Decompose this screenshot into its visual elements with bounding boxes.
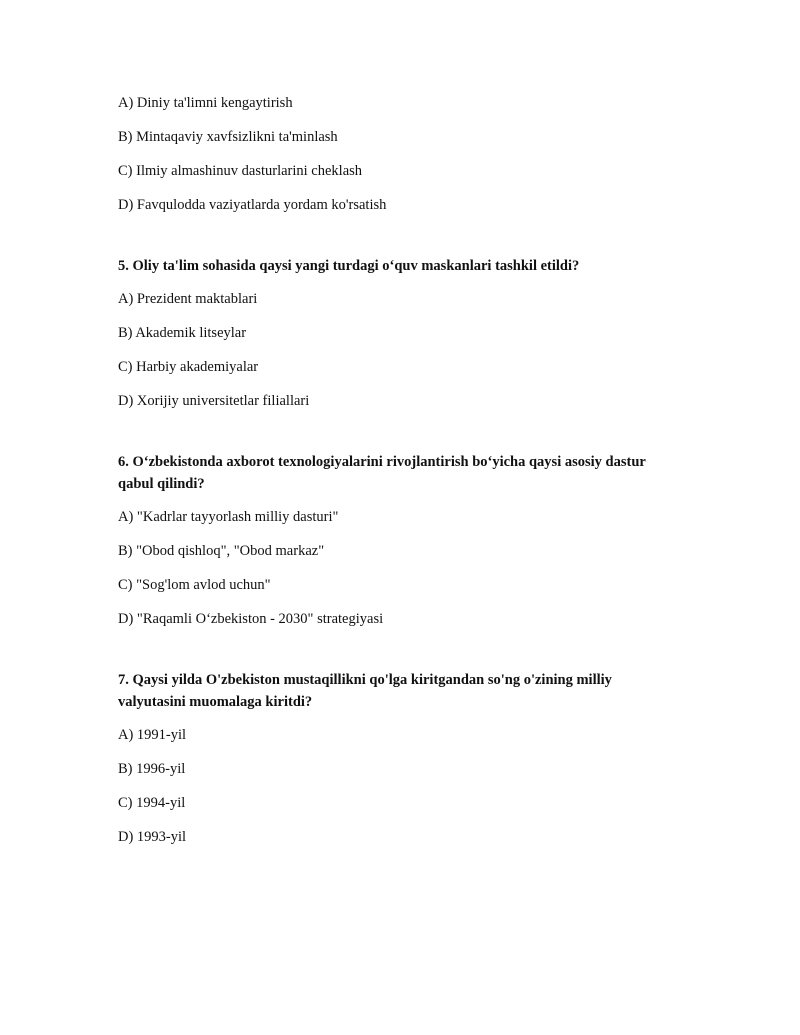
option-b: B) Akademik litseylar	[118, 325, 247, 341]
option-d: D) 1993-yil	[118, 829, 187, 845]
question-6	[118, 451, 678, 643]
option-a: A) "Kadrlar tayyorlash milliy dasturi"	[118, 509, 339, 525]
option-b: B) "Obod qishloq", "Obod markaz"	[118, 543, 325, 559]
option-d: D) Xorijiy universitetlar filiallari	[118, 393, 310, 409]
question-text: 7. Qaysi yilda O'zbekiston mustaqillikni qo'lga kiritgandan so'ng o'zining milliy valyutasini muomalaga kiritdi?	[118, 672, 612, 710]
option-a: A) 1991-yil	[118, 727, 187, 743]
option-c: C) Ilmiy almashinuv dasturlarini cheklash	[118, 163, 363, 179]
question-5	[118, 255, 678, 425]
option-d: D) Favqulodda vaziyatlarda yordam ko'rsatish	[118, 197, 387, 213]
option-a: A) Prezident maktablari	[118, 291, 258, 307]
option-b: B) 1996-yil	[118, 761, 186, 777]
question-text: 5. Oliy ta'lim sohasida qaysi yangi turdagi o‘quv maskanlari tashkil etildi?	[118, 258, 580, 274]
question-4-options	[118, 93, 678, 229]
question-text: 6. O‘zbekistonda axborot texnologiyalarini rivojlantirish bo‘yicha qaysi asosiy dastur qabul qilindi?	[118, 454, 646, 492]
option-a: A) Diniy ta'limni kengaytirish	[118, 95, 293, 111]
document-page	[118, 93, 678, 861]
option-c: C) Harbiy akademiyalar	[118, 359, 259, 375]
option-c: C) "Sog'lom avlod uchun"	[118, 577, 271, 593]
option-c: C) 1994-yil	[118, 795, 186, 811]
option-d: D) "Raqamli O‘zbekiston - 2030" strategiyasi	[118, 611, 384, 627]
question-7	[118, 669, 678, 861]
option-b: B) Mintaqaviy xavfsizlikni ta'minlash	[118, 129, 338, 145]
